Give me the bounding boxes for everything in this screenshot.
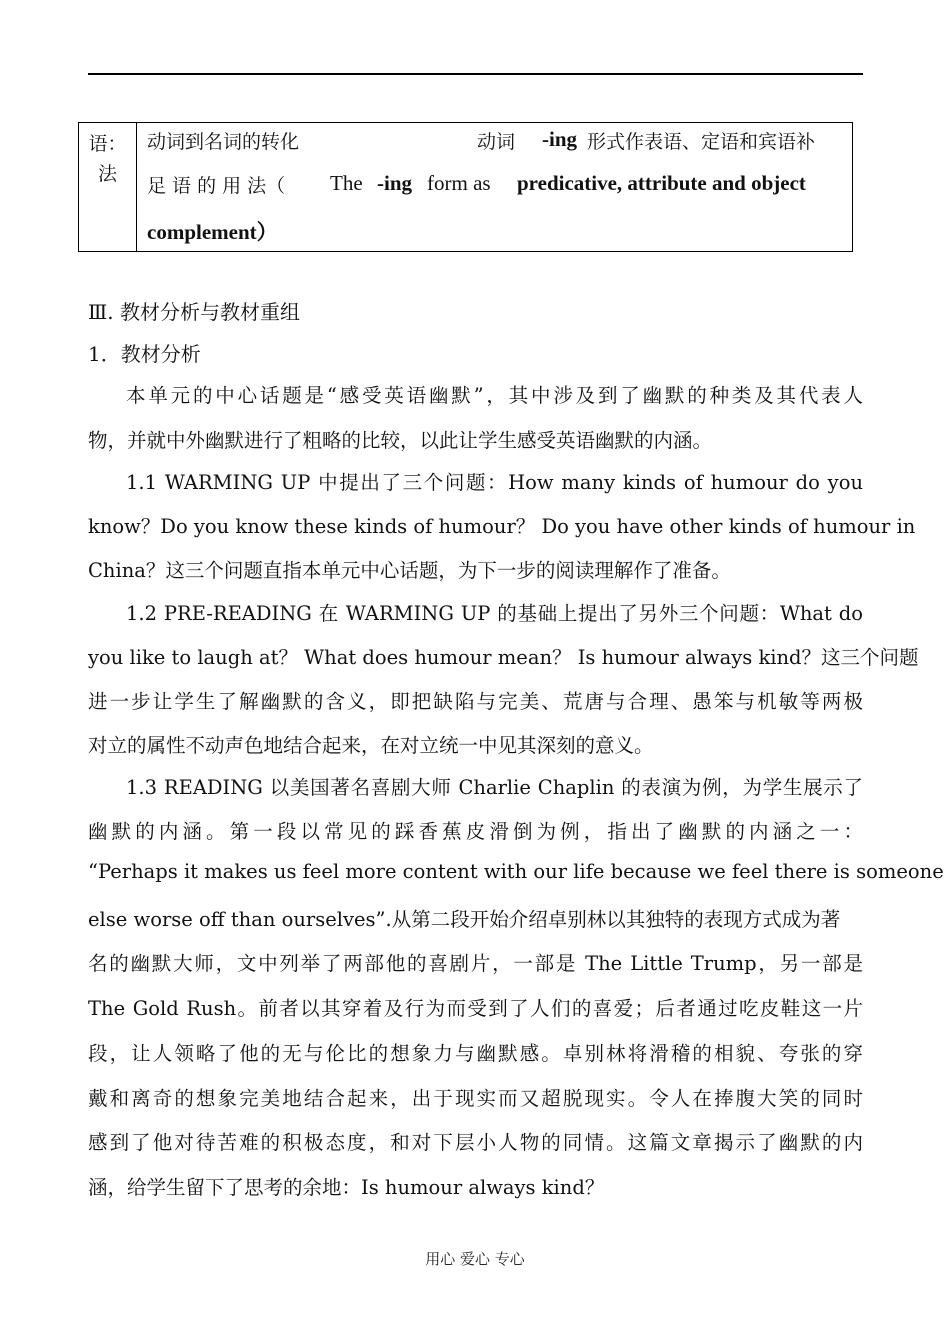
header-rule <box>88 73 863 75</box>
grammar-line-1 <box>147 127 844 154</box>
paragraph-line: 物，并就中外幽默进行了粗略的比较，以此让学生感受英语幽默的内涵。 <box>88 429 713 452</box>
paragraph-line: China？这三个问题直指本单元中心话题，为下一步的阅读理解作了准备。 <box>88 559 731 582</box>
paragraph-line: “Perhaps it makes us feel more content with our life because we feel there is someone <box>88 860 944 883</box>
paragraph-line: else worse off than ourselves”.从第二段开始介绍卓别林以其独特的表现方式成为著 <box>88 908 841 931</box>
paragraph-line: 1.1 WARMING UP 中提出了三个问题：How many kinds of humour do you <box>126 471 863 494</box>
paragraph-line: you like to laugh at？ What does humour mean？ Is humour always kind？这三个问题 <box>88 646 919 669</box>
grammar-line1-right: 形式作表语、定语和宾语补 <box>587 131 816 153</box>
paragraph-line: 涵，给学生留下了思考的余地：Is humour always kind？ <box>88 1176 605 1199</box>
grammar-line2-bold2: predicative, attribute and object <box>517 171 806 195</box>
grammar-line1-bold: -ing <box>542 127 578 151</box>
grammar-line-2 <box>147 171 844 198</box>
paragraph-line: 幽默的内涵。第一段以常见的踩香蕉皮滑倒为例，指出了幽默的内涵之一： <box>88 820 863 843</box>
grammar-line2-zh: 足 语 的 用 法（ <box>147 175 286 197</box>
paragraph-line: The Gold Rush。前者以其穿着及行为而受到了人们的喜爱；后者通过吃皮鞋这一片 <box>88 997 863 1020</box>
grammar-label: 语： 法 <box>79 123 137 251</box>
grammar-line1-mid: 动词 <box>477 131 516 153</box>
paragraph-line: know？Do you know these kinds of humour？ Do you have other kinds of humour in <box>88 515 916 538</box>
paragraph-line: 段，让人领略了他的无与伦比的想象力与幽默感。卓别林将滑稽的相貌、夸张的穿 <box>88 1042 863 1065</box>
grammar-line2-en: The <box>330 171 363 195</box>
paragraph-line: 1.3 READING 以美国著名喜剧大师 Charlie Chaplin 的表演为例，为学生展示了 <box>126 776 863 799</box>
grammar-line1-left: 动词到名词的转化 <box>147 131 300 153</box>
page-footer: 用心 爱心 专心 <box>425 1250 525 1268</box>
paragraph-line: 名的幽默大师，文中列举了两部他的喜剧片，一部是 The Little Trump，另一部是 <box>88 952 863 975</box>
paragraph-line: 本单元的中心话题是“感受英语幽默”，其中涉及到了幽默的种类及其代表人 <box>126 384 863 407</box>
sub-heading: 1．教材分析 <box>88 342 201 366</box>
grammar-line2-en2: form as <box>427 171 491 195</box>
grammar-line-3: complement） <box>147 220 278 244</box>
paragraph-line: 1.2 PRE-READING 在 WARMING UP 的基础上提出了另外三个问题：What do <box>126 602 863 625</box>
paragraph-line: 感到了他对待苦难的积极态度，和对下层小人物的同情。这篇文章揭示了幽默的内 <box>88 1131 863 1154</box>
grammar-line2-bold1: -ing <box>377 171 413 195</box>
grammar-table <box>78 122 853 252</box>
paragraph-line: 进一步让学生了解幽默的含义，即把缺陷与完美、荒唐与合理、愚笨与机敏等两极 <box>88 690 863 713</box>
paragraph-line: 对立的属性不动声色地结合起来，在对立统一中见其深刻的意义。 <box>88 734 654 757</box>
section-heading: Ⅲ. 教材分析与教材重组 <box>88 300 301 324</box>
paragraph-line: 戴和离奇的想象完美地结合起来，出于现实而又超脱现实。令人在捧腹大笑的同时 <box>88 1087 863 1110</box>
